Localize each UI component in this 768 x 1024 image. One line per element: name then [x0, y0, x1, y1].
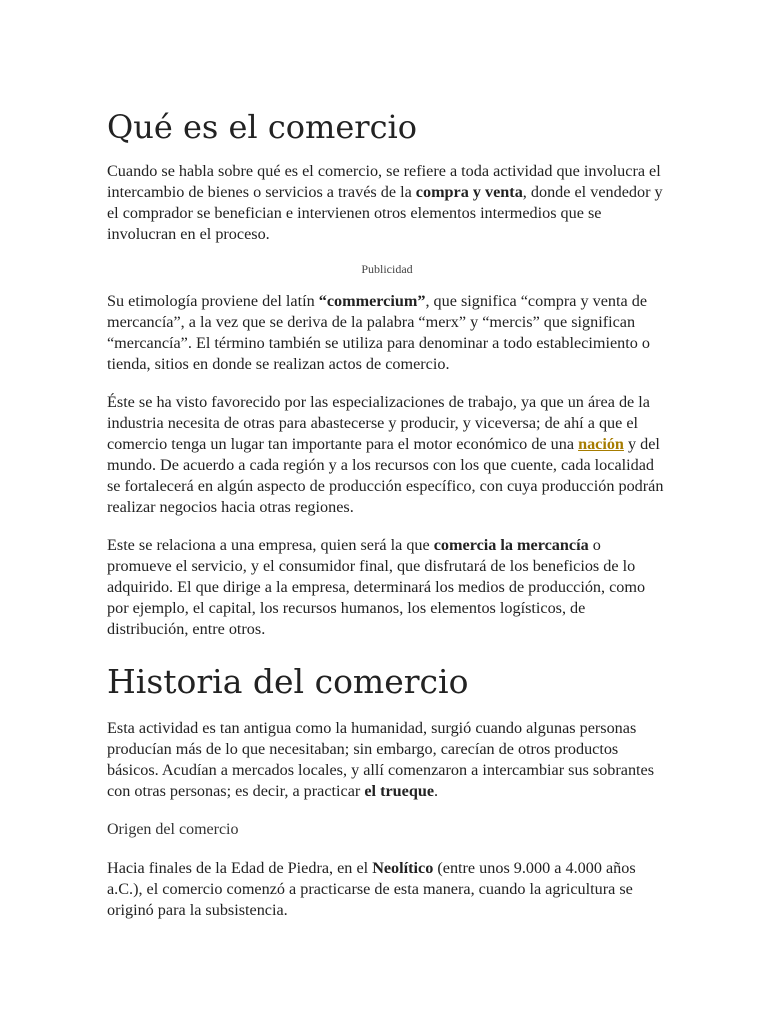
bold-term: compra y venta	[415, 183, 523, 202]
link-nacion[interactable]: nación	[578, 435, 624, 454]
paragraph-intro	[107, 161, 667, 245]
article	[107, 108, 667, 938]
section-title-history: Historia del comercio	[107, 662, 469, 702]
subheading-origin: Origen del comercio	[107, 820, 239, 838]
bold-term: “commercium”	[318, 292, 426, 311]
paragraph-text: Hacia finales de la Edad de Piedra, en el	[107, 858, 373, 877]
paragraph-text: .	[434, 781, 439, 800]
bold-term: comercia la mercancía	[433, 536, 589, 555]
paragraph-text: (entre unos 9.000 a 4.000 años a.C.), el comercio comenzó a practicarse de esta manera, cuando la agricultura se originó para la subsistencia.	[107, 858, 636, 919]
bold-term: el trueque	[364, 781, 435, 800]
paragraph-history	[107, 718, 667, 802]
paragraph-text: Este se relaciona a una empresa, quien será la que	[107, 536, 434, 555]
paragraph-text: Su etimología proviene del latín	[107, 292, 319, 311]
paragraph-etymology	[107, 291, 667, 375]
paragraph-text: y del mundo. De acuerdo a cada región y a los recursos con los que cuente, cada localidad se fortalecerá en algún aspecto de producción específico, con cuya producción podrán realizar negocios hacia otras regiones.	[107, 435, 664, 517]
article-title: Qué es el comercio	[107, 108, 418, 146]
paragraph-text: , que significa “compra y venta de mercancía”, a la vez que se deriva de la palabra “merx” y “mercis” que significan “mercancía”. El término también se utiliza para denominar a todo establecimiento o tienda, sitios en donde se realizan actos de comercio.	[107, 292, 650, 374]
paragraph-text: , donde el vendedor y el comprador se benefician e intervienen otros elementos intermedios que se involucran en el proceso.	[107, 183, 663, 244]
paragraph-specialization	[107, 392, 667, 518]
bold-term: Neolítico	[372, 858, 434, 877]
paragraph-neolithic	[107, 858, 667, 921]
paragraph-text: Esta actividad es tan antigua como la humanidad, surgió cuando algunas personas producían más de lo que necesitaban; sin embargo, carecían de otros productos básicos. Acudían a mercados locales, y allí comenzaron a intercambiar sus sobrantes con otras personas; es decir, a practicar	[107, 718, 655, 800]
paragraph-text: o promueve el servicio, y el consumidor final, que disfrutará de los beneficios de lo adquirido. El que dirige a la empresa, determinará los medios de producción, como por ejemplo, el capital, los recursos humanos, los elementos logísticos, de distribución, entre otros.	[107, 536, 646, 639]
ad-label: Publicidad	[361, 262, 413, 277]
paragraph-company	[107, 535, 667, 640]
paragraph-text: Cuando se habla sobre qué es el comercio, se refiere a toda actividad que involucra el intercambio de bienes o servicios a través de la	[107, 162, 661, 202]
paragraph-text: Éste se ha visto favorecido por las especializaciones de trabajo, ya que un área de la industria necesita de otras para abastecerse y producir, y viceversa; de ahí a que el comercio tenga un lugar tan importante para el motor económico de una	[107, 393, 650, 454]
